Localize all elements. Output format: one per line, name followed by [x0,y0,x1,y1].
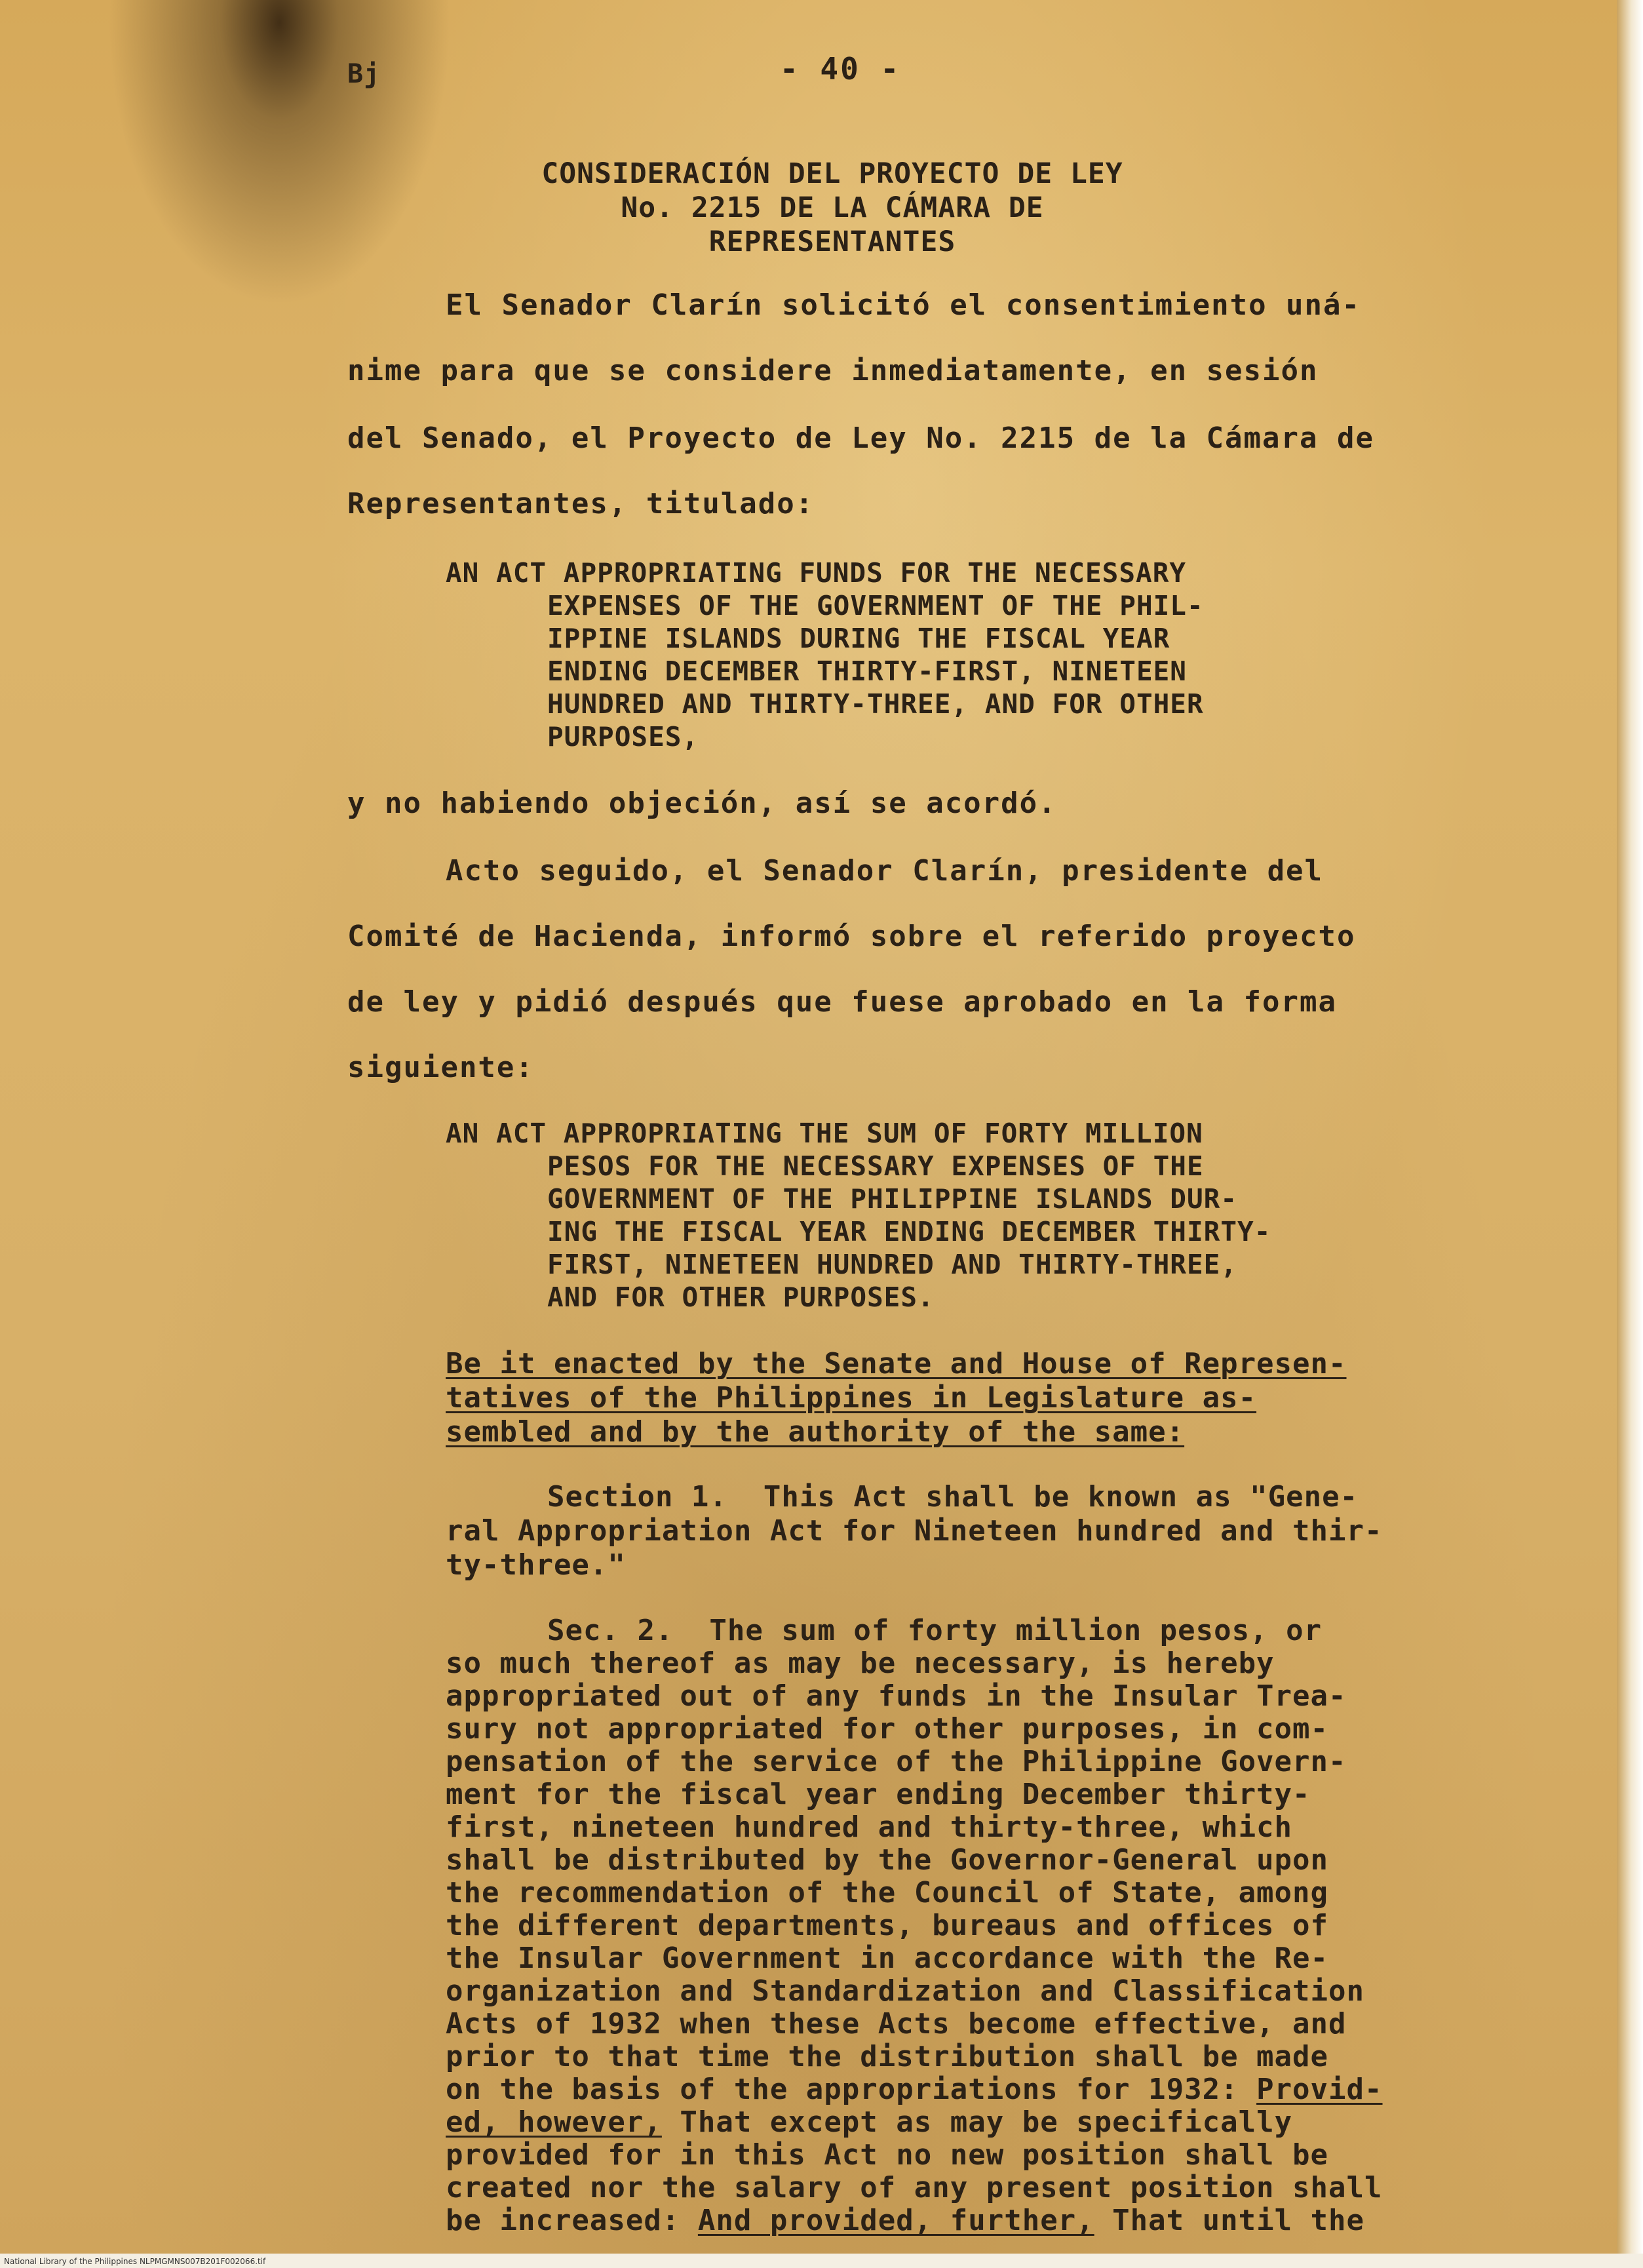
heading-line-1: CONSIDERACIÓN DEL PROYECTO DE LEY [541,157,1123,190]
scan-footer-strip [0,2254,1643,2268]
scan-edge-right [1617,0,1643,2268]
paragraph-1-line: del Senado, el Proyecto de Ley No. 2215 de la Cámara de [347,421,1374,455]
typist-initials: Bj [347,59,381,89]
section-2-line: created nor the salary of any present position shall [446,2171,1383,2204]
section-2-text: be increased: [446,2204,680,2237]
paragraph-1-line: Representantes, titulado: [347,487,815,520]
bill-title-2-line: PESOS FOR THE NECESSARY EXPENSES OF THE [547,1150,1204,1182]
bill-title-2-line: GOVERNMENT OF THE PHILIPPINE ISLANDS DUR- [547,1183,1238,1215]
bill-title-2-line: AN ACT APPROPRIATING THE SUM OF FORTY MILLION [446,1118,1203,1149]
section-2-text: That until the [1112,2204,1365,2237]
enacting-clause-line: Be it enacted by the Senate and House of Represen- [446,1347,1347,1380]
section-2-line [446,2073,1383,2106]
bill-title-2-line: AND FOR OTHER PURPOSES. [547,1281,935,1313]
section-1-line: Section 1. This Act shall be known as "Gene- [547,1480,1359,1514]
section-2-line: shall be distributed by the Governor-General upon [446,1843,1329,1877]
paragraph-3-line: Acto seguido, el Senador Clarín, presidente del [446,854,1324,888]
bill-title-1-line: AN ACT APPROPRIATING FUNDS FOR THE NECESSARY [446,557,1187,589]
paragraph-2: y no habiendo objeción, así se acordó. [347,787,1057,820]
section-2-line [446,2105,1292,2139]
enacting-clause-line: tatives of the Philippines in Legislature as- [446,1381,1257,1415]
section-2-line: the different departments, bureaus and offices of [446,1909,1329,1942]
scan-footer-label: National Library of the Philippines NLPMGMNS007B201F002066.tif [4,2257,266,2266]
heading-line-3: REPRESENTANTES [708,225,956,258]
section-2-line: prior to that time the distribution shall be made [446,2040,1329,2073]
section-2-line: Sec. 2. The sum of forty million pesos, or [547,1614,1323,1647]
section-2-line [446,2204,1364,2237]
heading-line-2: No. 2215 DE LA CÁMARA DE [621,191,1044,224]
section-2-line: appropriated out of any funds in the Insular Trea- [446,1679,1347,1713]
proviso-however: ed, however, [446,2105,662,2139]
bill-title-2-line: FIRST, NINETEEN HUNDRED AND THIRTY-THREE, [547,1249,1238,1280]
section-1-line: ty-three." [446,1548,626,1582]
section-2-line: pensation of the service of the Philippine Govern- [446,1745,1347,1778]
section-2-line: first, nineteen hundred and thirty-three, which [446,1810,1293,1844]
enacting-clause-line: sembled and by the authority of the same: [446,1415,1185,1449]
paragraph-1-line: El Senador Clarín solicitó el consentimiento uná- [446,288,1361,322]
section-2-line: Acts of 1932 when these Acts become effective, and [446,2007,1347,2041]
section-2-text: on the basis of the appropriations for 1932: [446,2073,1239,2106]
bill-title-1-line: IPPINE ISLANDS DURING THE FISCAL YEAR [547,623,1170,654]
paragraph-1-line: nime para que se considere inmediatamente, en sesión [347,354,1319,387]
bill-title-1-line: PURPOSES, [547,721,699,753]
page-number: - 40 - [780,51,901,87]
bill-title-1-line: ENDING DECEMBER THIRTY-FIRST, NINETEEN [547,655,1187,687]
paragraph-3-line: siguiente: [347,1051,534,1084]
bill-title-1-line: EXPENSES OF THE GOVERNMENT OF THE PHIL- [547,590,1204,621]
section-2-line: provided for in this Act no new position shall be [446,2138,1329,2172]
section-2-line: the Insular Government in accordance with the Re- [446,1942,1329,1975]
proviso-provided-further: And provided, further, [697,2204,1094,2237]
paragraph-3-line: Comité de Hacienda, informó sobre el referido proyecto [347,920,1356,953]
section-1-line: ral Appropriation Act for Nineteen hundred and thir- [446,1514,1383,1548]
section-2-line: organization and Standardization and Classification [446,1974,1365,2008]
section-2-line: the recommendation of the Council of State, among [446,1876,1329,1909]
section-2-line: sury not appropriated for other purposes, in com- [446,1712,1329,1746]
section-2-text: That except as may be specifically [680,2105,1293,2139]
paragraph-3-line: de ley y pidió después que fuese aprobado en la forma [347,985,1337,1019]
bill-title-1-line: HUNDRED AND THIRTY-THREE, AND FOR OTHER [547,688,1204,720]
bill-title-2-line: ING THE FISCAL YEAR ENDING DECEMBER THIRTY- [547,1216,1271,1247]
proviso-provided: Provid- [1256,2073,1383,2106]
section-2-line: so much thereof as may be necessary, is hereby [446,1647,1275,1680]
section-2-line: ment for the fiscal year ending December thirty- [446,1778,1311,1811]
